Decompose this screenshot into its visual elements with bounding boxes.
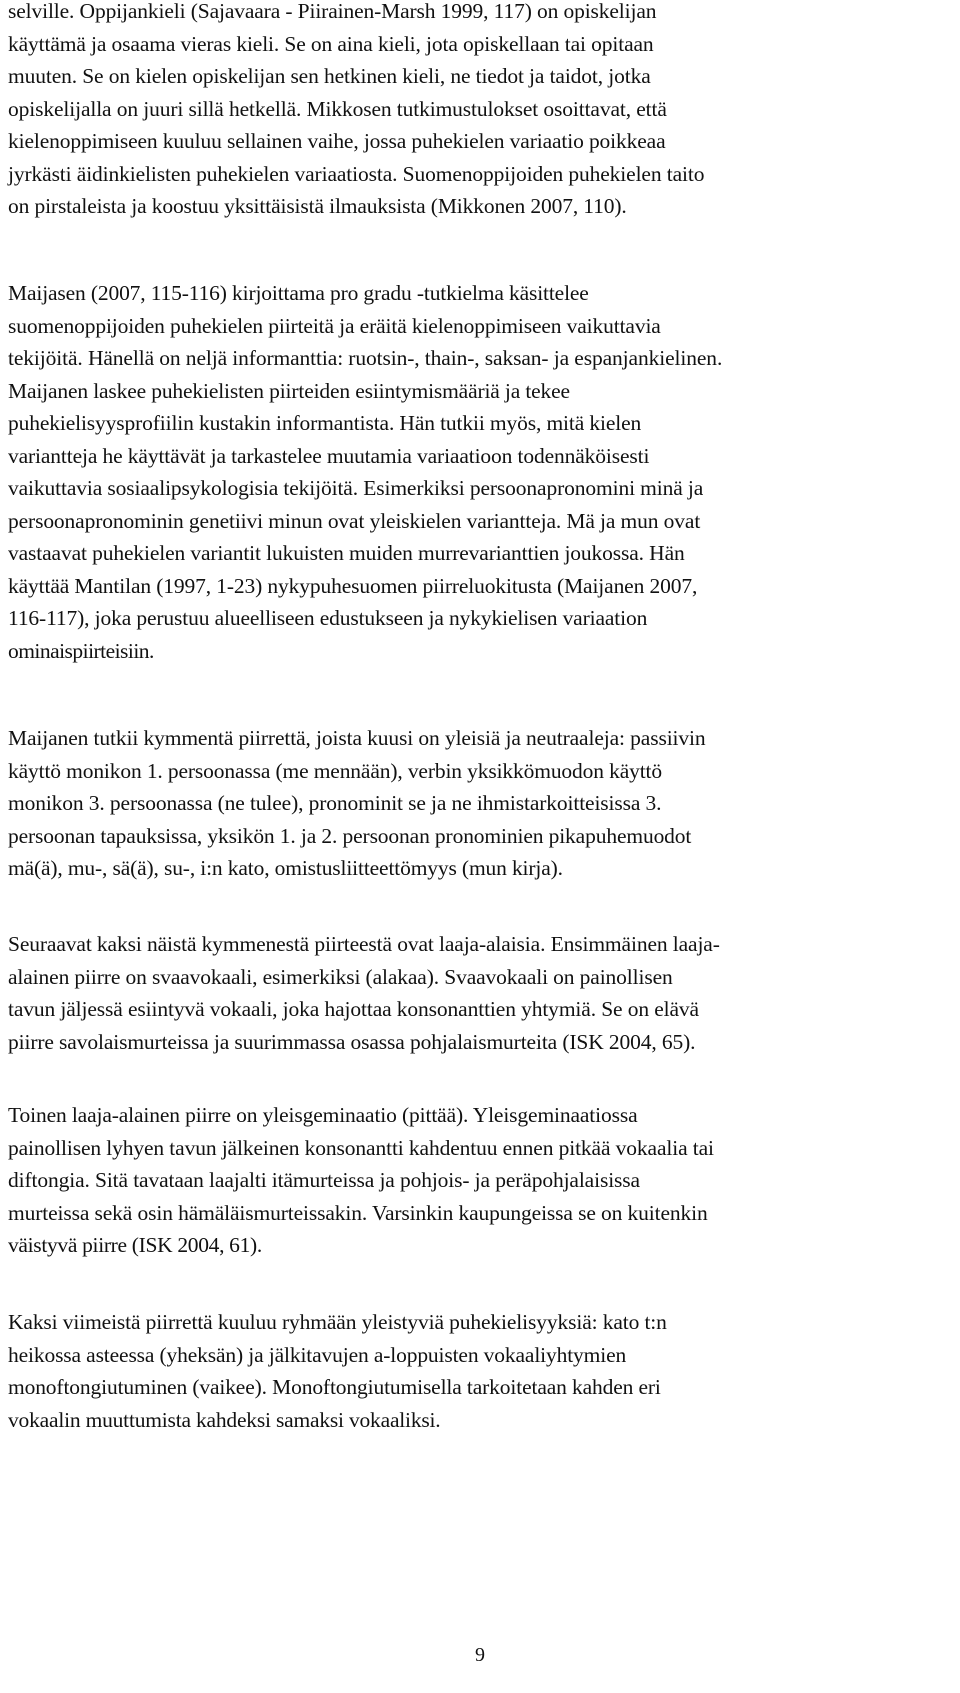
paragraph-yleisgeminaatio [8,1099,958,1262]
text-line: käyttämä ja osaama vieras kieli. Se on aina kieli, jota opiskellaan tai opitaan [8,31,654,56]
paragraph-last-features [8,1306,958,1436]
text-line: ominaispiirteisiin. [8,638,154,663]
paragraph-svaavokaali [8,928,958,1058]
text-line: suomenoppijoiden puhekielen piirteitä ja eräitä kielenoppimiseen vaikuttavia [8,313,661,338]
text-line: vaikuttavia sosiaalipsykologisia tekijöitä. Esimerkiksi persoonapronomini minä ja [8,476,704,500]
paragraph-interlanguage [8,0,958,223]
text-line: käyttö monikon 1. persoonassa (me mennään), verbin yksikkömuodon käyttö [8,758,662,783]
page-number: 9 [475,1644,485,1666]
text-line: vastaavat puhekielen variantit lukuisten muiden murrevarianttien joukossa. Hän [8,541,685,565]
paragraph-maijanen-study [8,277,958,667]
text-line: variantteja he käyttävät ja tarkastelee muutamia variaatioon todennäköisesti [8,443,650,468]
text-line: Kaksi viimeistä piirrettä kuuluu ryhmään yleistyviä puhekielisyyksiä: kato t:n [8,1310,667,1334]
text-line: alainen piirre on svaavokaali, esimerkiksi (alakaa). Svaavokaali on painollisen [8,964,673,989]
text-line: jyrkästi äidinkielisten puhekielen variaatiosta. Suomenoppijoiden puhekielen taito [8,161,705,186]
text-line: monoftongiutuminen (vaikee). Monoftongiutumisella tarkoitetaan kahden eri [8,1375,661,1399]
text-line: monikon 3. persoonassa (ne tulee), pronominit se ja ne ihmistarkoitteisissa 3. [8,791,662,815]
paragraph-ten-features [8,722,958,885]
text-line: tekijöitä. Hänellä on neljä informanttia: ruotsin-, thain-, saksan- ja espanjankielinen. [8,346,723,370]
text-line: piirre savolaismurteissa ja suurimmassa osassa pohjalaismurteita (ISK 2004, 65). [8,1029,696,1054]
text-line: diftongia. Sitä tavataan laajalti itämurteissa ja pohjois- ja peräpohjalaisissa [8,1168,640,1192]
text-line: käyttää Mantilan (1997, 1-23) nykypuhesuomen piirreluokitusta (Maijanen 2007, [8,573,698,598]
text-line: Seuraavat kaksi näistä kymmenestä piirteestä ovat laaja-alaisia. Ensimmäinen laaja- [8,932,720,956]
text-line: murteissa sekä osin hämäläismurteissakin. Varsinkin kaupungeissa se on kuitenkin [8,1200,708,1225]
text-line: Toinen laaja-alainen piirre on yleisgeminaatio (pittää). Yleisgeminaatiossa [8,1103,638,1127]
text-line: väistyvä piirre (ISK 2004, 61). [8,1233,262,1257]
text-line: muuten. Se on kielen opiskelijan sen hetkinen kieli, ne tiedot ja taidot, jotka [8,64,651,88]
text-line: Maijanen tutkii kymmentä piirrettä, joista kuusi on yleisiä ja neutraaleja: passiivin [8,726,706,750]
text-line: on pirstaleista ja koostuu yksittäisistä ilmauksista (Mikkonen 2007, 110). [8,194,627,218]
text-line: vokaalin muuttumista kahdeksi samaksi vokaaliksi. [8,1407,441,1432]
text-line: Maijasen (2007, 115-116) kirjoittama pro gradu -tutkielma käsittelee [8,281,589,305]
text-line: puhekielisyysprofiilin kustakin informantista. Hän tutkii myös, mitä kielen [8,411,642,435]
text-line: persoonan tapauksissa, yksikön 1. ja 2. persoonan pronominien pikapuhemuodot [8,823,692,848]
text-line: mä(ä), mu-, sä(ä), su-, i:n kato, omistusliitteettömyys (mun kirja). [8,856,563,880]
text-line: persoonapronominin genetiivi minun ovat yleiskielen variantteja. Mä ja mun ovat [8,508,701,533]
text-line: heikossa asteessa (yheksän) ja jälkitavujen a-loppuisten vokaaliyhtymien [8,1342,627,1367]
text-line: tavun jäljessä esiintyvä vokaali, joka hajottaa konsonanttien yhtymiä. Se on elävä [8,997,699,1021]
text-line: selville. Oppijankieli (Sajavaara - Piirainen-Marsh 1999, 117) on opiskelijan [8,0,657,23]
text-line: painollisen lyhyen tavun jälkeinen konsonantti kahdentuu ennen pitkää vokaalia tai [8,1135,714,1160]
text-line: 116-117), joka perustuu alueelliseen edustukseen ja nykykielisen variaation [8,606,648,630]
text-line: kielenoppimiseen kuuluu sellainen vaihe, jossa puhekielen variaatio poikkeaa [8,129,666,153]
text-line: opiskelijalla on juuri sillä hetkellä. Mikkosen tutkimustulokset osoittavat, että [8,96,667,121]
text-line: Maijanen laskee puhekielisten piirteiden esiintymismääriä ja tekee [8,378,570,403]
